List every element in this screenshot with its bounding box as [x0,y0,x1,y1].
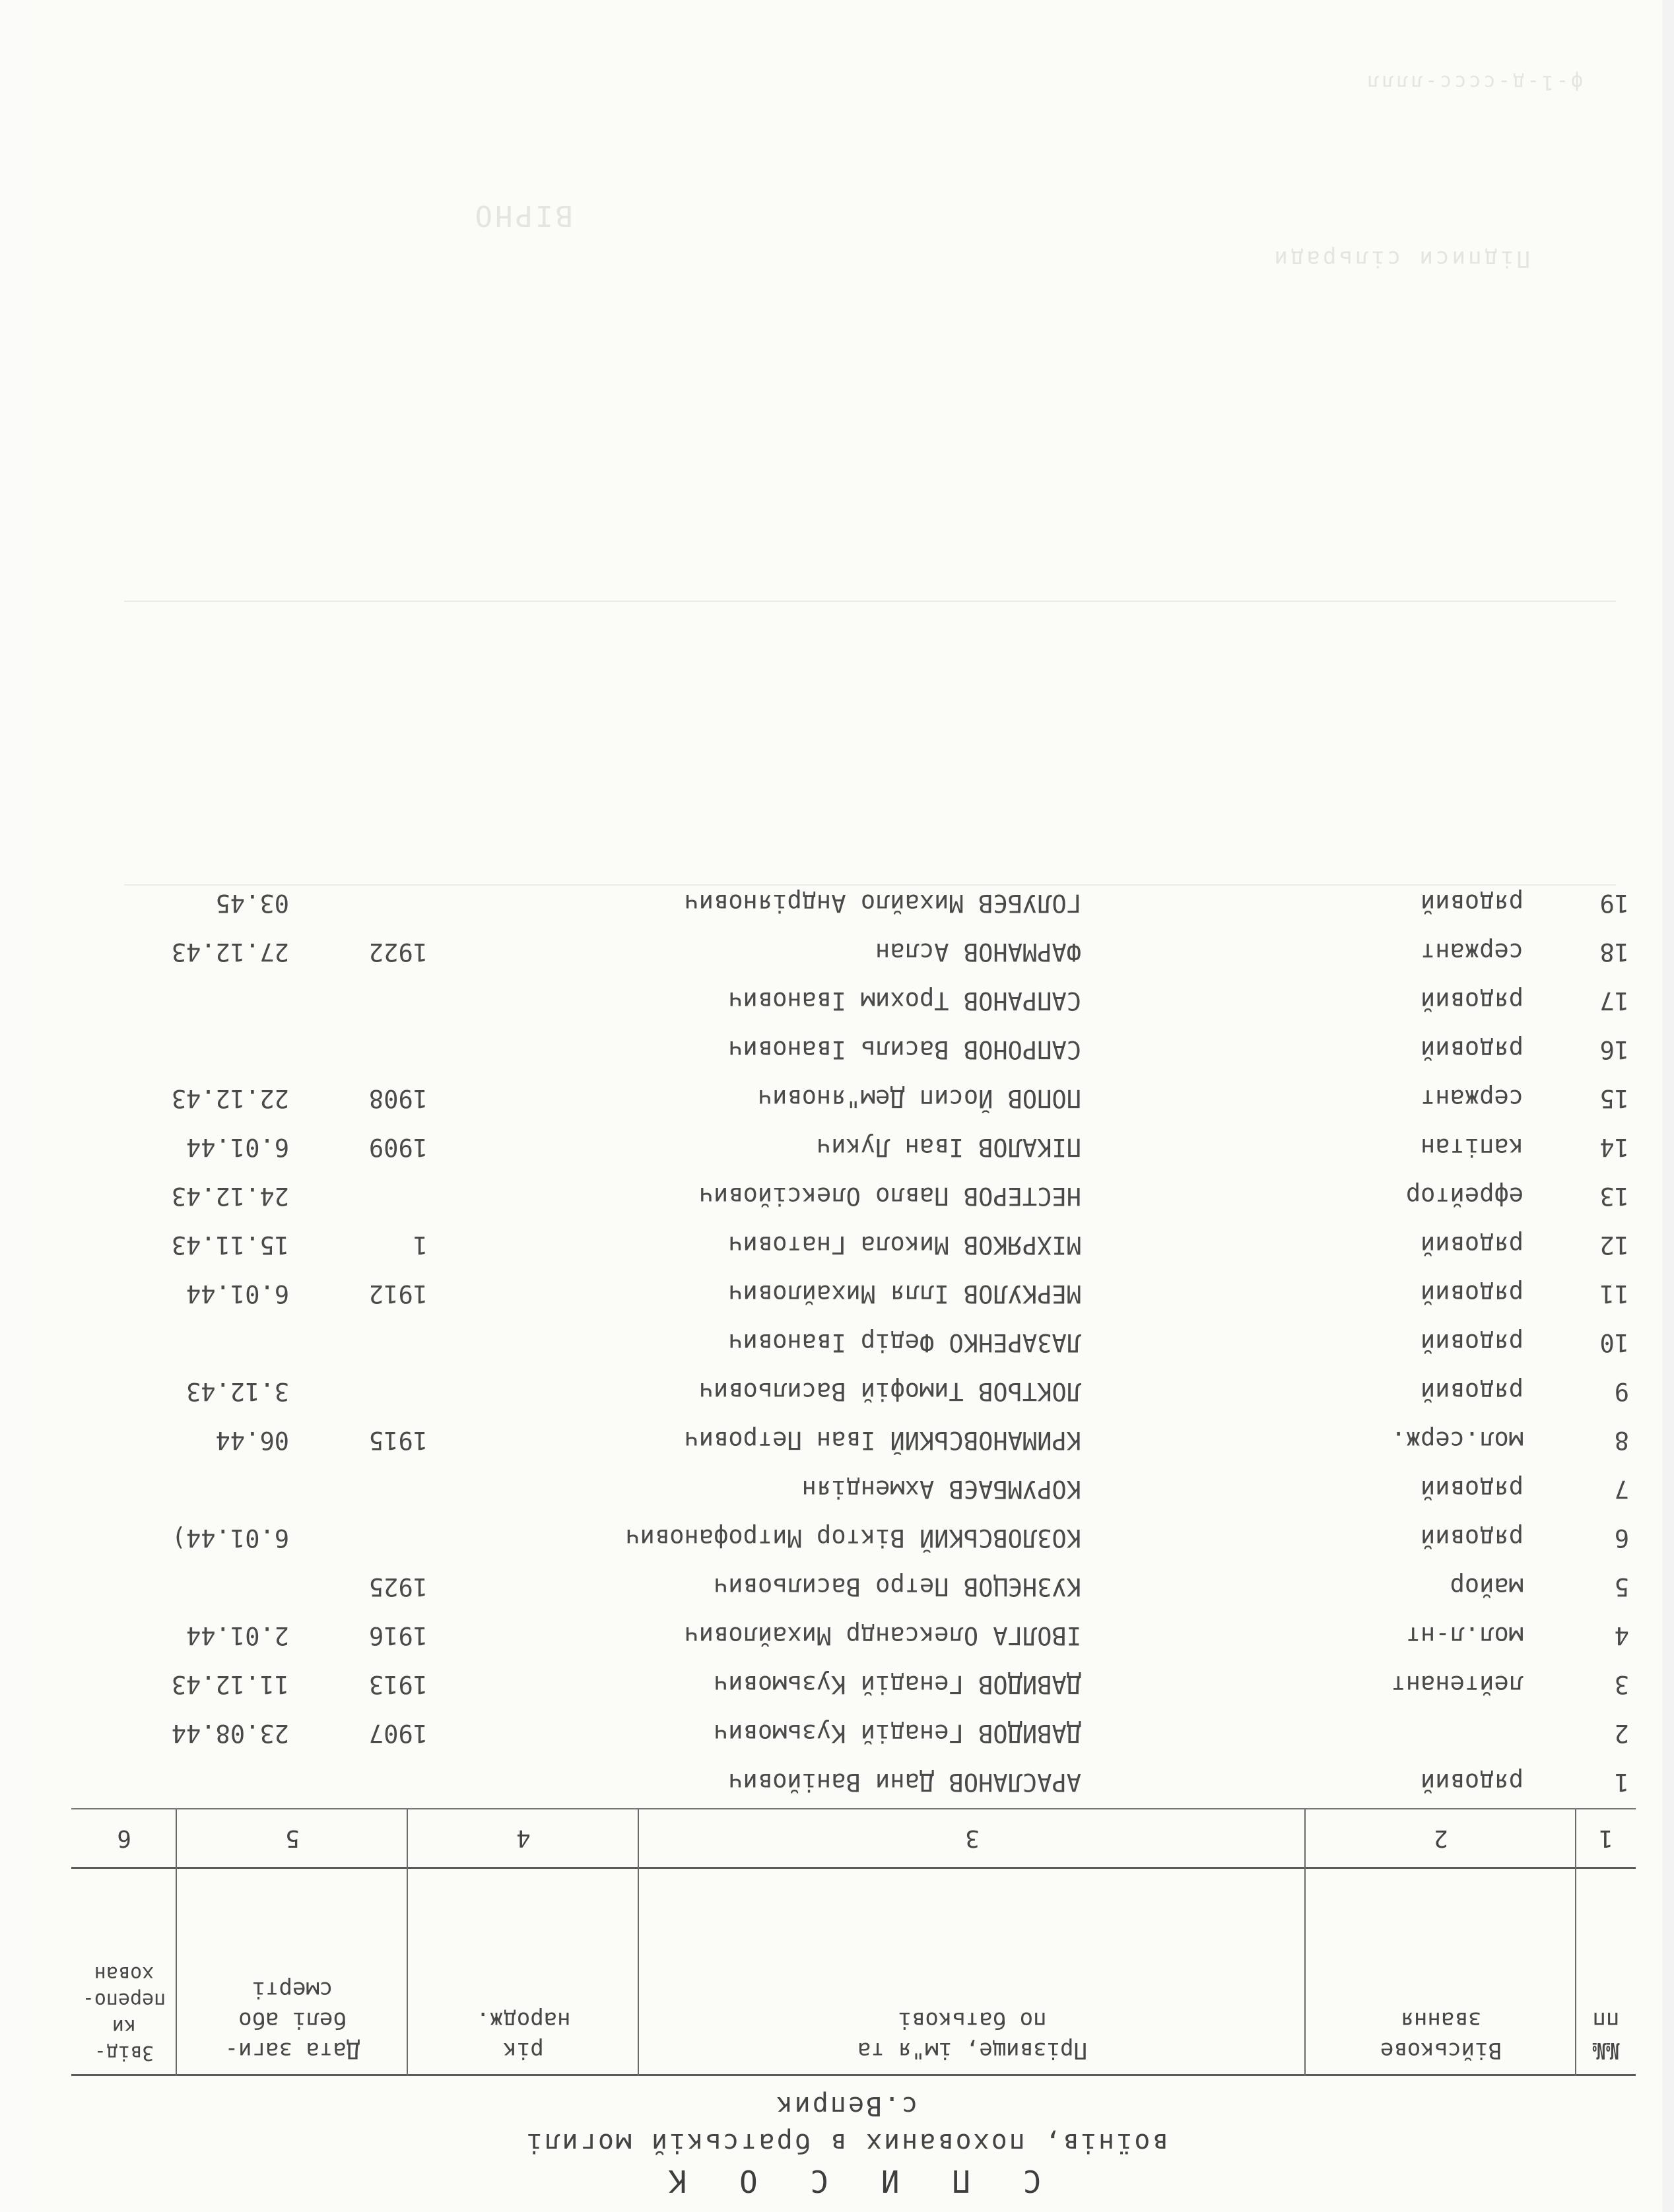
table-row [30,1461,1662,1503]
row-number: 1 [1614,1768,1629,1796]
row-rank: мол.серж. [1391,1426,1523,1454]
row-birth-year: 1925 [368,1573,428,1601]
row-number: 7 [1614,1475,1629,1503]
row-birth-year: 1915 [368,1426,428,1454]
row-number: 10 [1599,1328,1629,1357]
row-birth-year: 1913 [368,1670,428,1699]
document-place: с.Веприк [774,2091,918,2121]
table-row [30,1412,1662,1454]
row-death-date: 15.11.43 [171,1231,289,1259]
row-number: 16 [1599,1035,1629,1064]
row-name: ЛОКТЬОВ Тимофій Васильович [698,1377,1081,1406]
row-rank: рядовий [1421,1377,1523,1406]
table-row [30,875,1662,917]
row-name: ПОПОВ Йосип Дем"янович [757,1084,1081,1113]
ghost-text-reference: ф-1-д-сссс-лллл [1364,71,1583,94]
table-top-rule [71,2074,1636,2076]
row-birth-year: 1907 [368,1719,428,1747]
row-death-date: 11.12.43 [171,1670,289,1699]
column-number-3: 3 [965,1825,980,1852]
row-rank: рядовий [1421,889,1523,917]
row-name: КУЗНЄЦОВ Петро Васильович [714,1573,1081,1601]
table-row [30,1510,1662,1552]
row-name: ФАРМАНОВ Аслан [875,938,1081,966]
row-name: ДАВИДОВ Генадій Кузьмович [714,1670,1081,1699]
row-number: 3 [1614,1670,1629,1699]
table-row [30,1217,1662,1259]
row-death-date: 23.08.44 [171,1719,289,1747]
header-rank: Військове звання [1380,2007,1502,2064]
row-birth-year: 1908 [368,1084,428,1113]
header-death-date: Дата заги- белі або смерті [224,1976,360,2064]
row-name: МІХРЯКОВ Микола Гнатович [728,1231,1081,1259]
ghost-text-top: ВІРНО [472,199,573,232]
row-rank: рядовий [1421,1280,1523,1308]
row-number: 9 [1614,1377,1629,1406]
row-name: НЕСТЕРОВ Павло Олексійович [698,1182,1081,1210]
row-death-date: 3.12.43 [186,1377,289,1406]
row-death-date: 22.12.43 [171,1084,289,1113]
row-death-date: 6.01.44 [186,1280,289,1308]
row-name: АРАСЛАНОВ Дани Ванійович [728,1768,1081,1796]
row-rank: рядовий [1421,987,1523,1015]
row-death-date: 24.12.43 [171,1182,289,1210]
table-row [30,1559,1662,1601]
row-number: 5 [1614,1573,1629,1601]
row-number: 4 [1614,1621,1629,1650]
row-name: ПІКАЛОВ Іван Лукич [817,1133,1081,1161]
row-number: 12 [1599,1231,1629,1259]
row-birth-year: 1922 [368,938,428,966]
row-name: МЕРКУЛОВ Ілля Михайлович [728,1280,1081,1308]
ghost-text-signature: Підписи сільради [1271,245,1530,272]
row-rank: капітан [1421,1133,1523,1161]
row-rank: майор [1450,1573,1523,1601]
header-reburied-from: Звід- ки перепо- хован [82,1962,166,2064]
table-row [30,1266,1662,1308]
row-death-date: 2.01.44 [186,1621,289,1650]
row-death-date: 27.12.43 [171,938,289,966]
row-number: 2 [1614,1719,1629,1747]
row-name: ДАВИДОВ Генадій Кузьмович [714,1719,1081,1747]
row-death-date: 06.44 [215,1426,289,1454]
header-name: Прізвище, ім"я та по батькові [857,2007,1087,2064]
row-birth-year: 1909 [368,1133,428,1161]
rotated-document [30,0,1662,2212]
row-name: ЛАЗАРЕНКО Федір Іванович [728,1328,1081,1357]
row-name: КОРУМБАЄВ Ахмендіян [801,1475,1081,1503]
row-name: САПРОНОВ Василь Іванович [728,1035,1081,1064]
table-row [30,1363,1662,1406]
table-row [30,1608,1662,1650]
table-row [30,1754,1662,1796]
row-rank: лейтенант [1391,1670,1523,1699]
row-name: САПРАНОВ Трохим Іванович [728,987,1081,1015]
document-subtitle: воїнів, похованих в братській могилі [524,2128,1168,2158]
row-number: 14 [1599,1133,1629,1161]
bleed-through-rule [124,884,1616,886]
table-row [30,1070,1662,1113]
table-row [30,1119,1662,1161]
row-number: 6 [1614,1524,1629,1552]
row-death-date: 6.01.44 [186,1133,289,1161]
row-birth-year: 1 [413,1231,428,1259]
row-name: КРИМАНОВСЬКИЙ Іван Петрович [684,1426,1081,1454]
row-rank: ефрейтор [1405,1182,1523,1210]
table-row [30,973,1662,1015]
row-rank: рядовий [1421,1328,1523,1357]
column-number-1: 1 [1599,1825,1613,1852]
row-rank: мол.л-нт [1405,1621,1523,1650]
row-rank: рядовий [1421,1231,1523,1259]
row-death-date: 03.45 [215,889,289,917]
table-row [30,1168,1662,1210]
row-rank: сержант [1421,938,1523,966]
table-header-rule [71,1867,1636,1869]
header-birth-year: рік народж. [476,2007,571,2064]
row-name: ІВОЛГА Олександр Михайлович [684,1621,1081,1650]
row-number: 18 [1599,938,1629,966]
row-birth-year: 1912 [368,1280,428,1308]
table-row [30,1656,1662,1699]
document-title: С П И С О К [651,2163,1042,2199]
row-number: 13 [1599,1182,1629,1210]
scan-right-margin [1662,0,1674,2212]
row-rank: рядовий [1421,1035,1523,1064]
row-number: 17 [1599,987,1629,1015]
row-rank: рядовий [1421,1524,1523,1552]
column-number-4: 4 [516,1825,531,1852]
column-number-5: 5 [285,1825,300,1852]
row-name: ГОЛУБЄВ Михайло Андріянович [684,889,1081,917]
row-rank: рядовий [1421,1768,1523,1796]
row-birth-year: 1916 [368,1621,428,1650]
row-number: 11 [1599,1280,1629,1308]
row-number: 15 [1599,1084,1629,1113]
row-number: 8 [1614,1426,1629,1454]
column-number-2: 2 [1434,1825,1448,1852]
row-death-date: 6.01.44) [171,1524,289,1552]
table-row [30,924,1662,966]
row-rank: рядовий [1421,1475,1523,1503]
row-number: 19 [1599,889,1629,917]
table-row [30,1315,1662,1357]
row-rank: сержант [1421,1084,1523,1113]
table-row [30,1022,1662,1064]
table-row [30,1705,1662,1747]
row-name: КОЗЛОВСЬКИЙ Віктор Митрофанович [625,1524,1081,1552]
paper-sheet [30,0,1662,2212]
header-number: №№ пп [1592,2007,1620,2064]
column-number-6: 6 [117,1825,131,1852]
bleed-through-rule [124,601,1616,602]
table-colnum-rule [71,1808,1636,1809]
scan-left-margin [0,0,30,2212]
